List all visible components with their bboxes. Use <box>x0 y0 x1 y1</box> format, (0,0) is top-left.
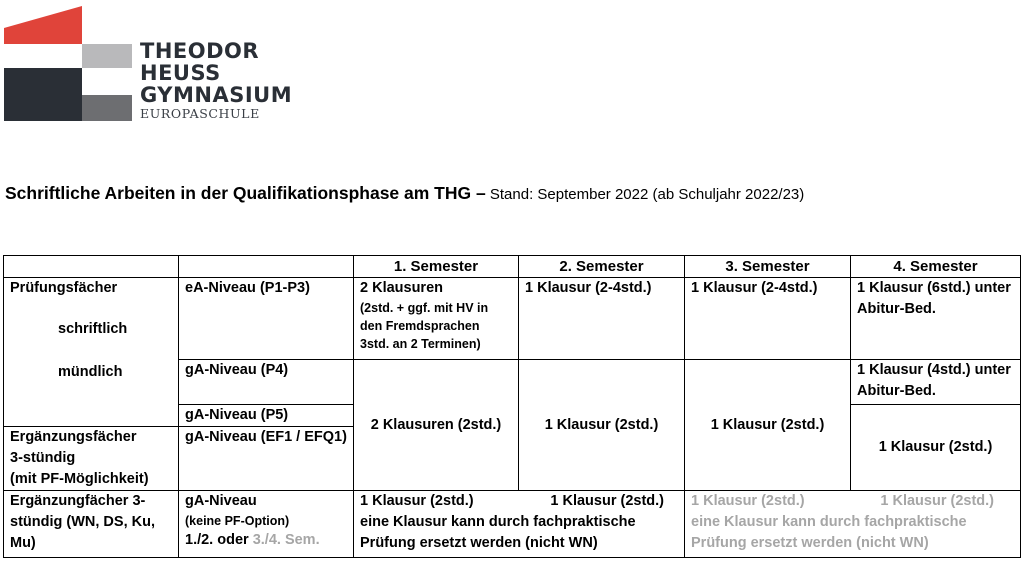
cell-p4-level: gA-Niveau (P4) <box>179 360 354 405</box>
ea-s1-main: 2 Klausuren <box>360 280 443 296</box>
cell-ea-s2: 1 Klausur (2-4std.) <box>519 278 685 360</box>
page-title <box>5 183 804 204</box>
cell-ea-s1 <box>354 278 519 360</box>
header-semester-1: 1. Semester <box>354 256 519 278</box>
label-pruefungsfaecher: Prüfungsfächer <box>10 280 118 296</box>
row-ergaenzung-nopf <box>4 491 1021 558</box>
logo-wordmark <box>140 40 292 121</box>
ergaenzung-nopf-level: gA-Niveau <box>185 493 257 509</box>
nopf-note-12: eine Klausur kann durch fachpraktische Prüfung ersetzt werden (nicht WN) <box>360 514 636 551</box>
nopf-s3: 1 Klausur (2std.) <box>691 493 805 509</box>
cell-ergaenzung-pf-label <box>4 427 179 491</box>
ergaenzung-pf-label-2: 3-stündig <box>10 450 76 466</box>
exam-table <box>3 255 1021 558</box>
logo-gray-block <box>82 44 132 68</box>
cell-ergaenzung-nopf-s12 <box>354 491 685 558</box>
ergaenzung-nopf-note: (keine PF-Option) <box>185 514 290 528</box>
cell-shared-s1: 2 Klausuren (2std.) <box>354 360 519 491</box>
logo-midgray-block <box>82 95 132 121</box>
cell-shared-s2: 1 Klausur (2std.) <box>519 360 685 491</box>
title-main: Schriftliche Arbeiten in der Qualifikationsphase am THG – <box>5 183 486 203</box>
logo-line-2: HEUSS <box>140 61 221 85</box>
ea-s1-note: (2std. + ggf. mit HV in den Fremdsprachen 3std. an 2 Terminen) <box>360 301 489 351</box>
row-ea <box>4 278 1021 360</box>
header-semester-3: 3. Semester <box>685 256 851 278</box>
cell-p4-s4: 1 Klausur (4std.) unter Abitur-Bed. <box>851 360 1021 405</box>
school-logo <box>0 0 320 130</box>
cell-ergaenzung-nopf-label: Ergänzungfächer 3-stündig (WN, DS, Ku, Mu) <box>4 491 179 558</box>
cell-ergaenzung-nopf-s34 <box>685 491 1021 558</box>
cell-p5-level: gA-Niveau (P5) <box>179 405 354 427</box>
logo-dark-block <box>4 68 82 121</box>
header-empty-1 <box>4 256 179 278</box>
header-semester-2: 2. Semester <box>519 256 685 278</box>
label-schriftlich: schriftlich <box>58 321 128 337</box>
cell-ergaenzung-nopf-level <box>179 491 354 558</box>
logo-subtitle: EUROPASCHULE <box>140 106 260 121</box>
logo-mark <box>0 0 140 125</box>
nopf-s2: 1 Klausur (2std.) <box>550 493 664 509</box>
header-row <box>4 256 1021 278</box>
cell-shared-s4: 1 Klausur (2std.) <box>851 405 1021 491</box>
nopf-s4: 1 Klausur (2std.) <box>880 493 994 509</box>
cell-pruefungsfaecher <box>4 278 179 427</box>
cell-ea-level: eA-Niveau (P1-P3) <box>179 278 354 360</box>
logo-red-block <box>4 6 82 44</box>
title-sub: Stand: September 2022 (ab Schuljahr 2022/23) <box>485 186 805 203</box>
nopf-s1: 1 Klausur (2std.) <box>360 493 474 509</box>
logo-line-3: GYMNASIUM <box>140 83 293 107</box>
label-muendlich: mündlich <box>58 364 123 380</box>
logo-line-1: THEODOR <box>140 39 260 63</box>
cell-shared-s3: 1 Klausur (2std.) <box>685 360 851 491</box>
ergaenzung-nopf-sem-a: 1./2. oder <box>185 532 249 548</box>
ergaenzung-pf-label-3: (mit PF-Möglichkeit) <box>10 471 149 487</box>
cell-ea-s3: 1 Klausur (2-4std.) <box>685 278 851 360</box>
ergaenzung-nopf-sem-b: 3./4. Sem. <box>252 532 320 548</box>
cell-ergaenzung-pf-level: gA-Niveau (EF1 / EFQ1) <box>179 427 354 491</box>
cell-ea-s4: 1 Klausur (6std.) unter Abitur-Bed. <box>851 278 1021 360</box>
header-empty-2 <box>179 256 354 278</box>
header-semester-4: 4. Semester <box>851 256 1021 278</box>
ergaenzung-pf-label-1: Ergänzungsfächer <box>10 429 137 445</box>
nopf-note-34: eine Klausur kann durch fachpraktische Prüfung ersetzt werden (nicht WN) <box>691 514 967 551</box>
